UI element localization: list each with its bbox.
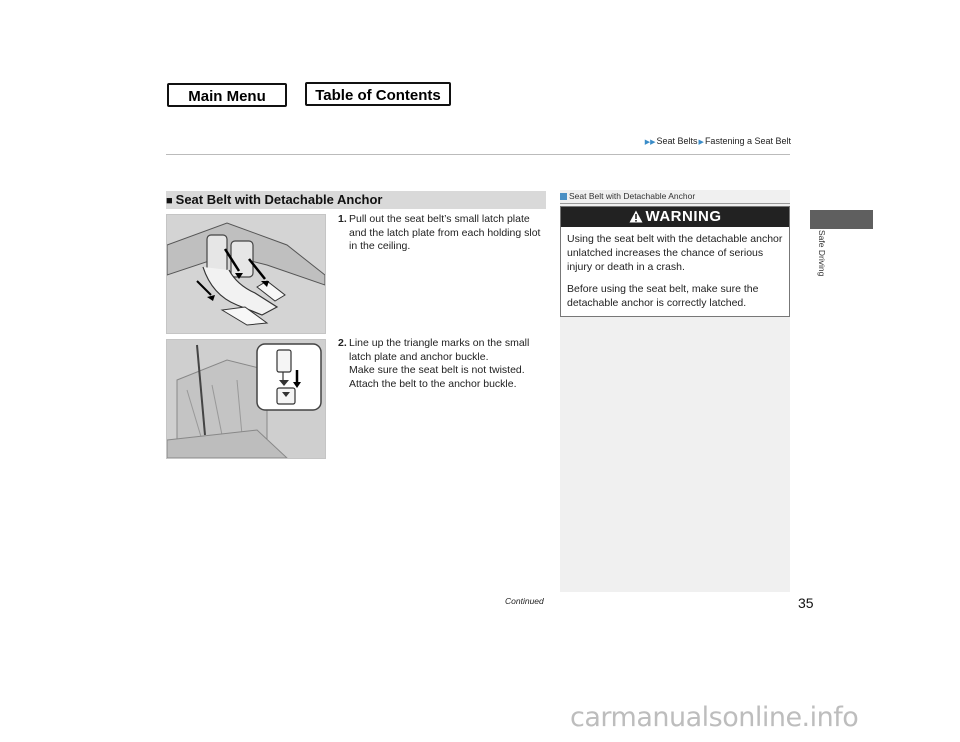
notes-sidebar bbox=[560, 190, 790, 592]
table-of-contents-button[interactable]: Table of Contents bbox=[305, 82, 451, 106]
main-menu-button[interactable]: Main Menu bbox=[167, 83, 287, 107]
breadcrumb bbox=[644, 136, 791, 146]
illustration-anchor-buckle bbox=[166, 339, 326, 459]
chapter-label-text: Safe Driving bbox=[817, 230, 827, 277]
step-line: Attach the belt to the anchor buckle. bbox=[349, 377, 517, 390]
illustration-ceiling-latch bbox=[166, 214, 326, 334]
sidebar-heading-text: Seat Belt with Detachable Anchor bbox=[569, 191, 696, 201]
sidebar-divider bbox=[560, 203, 790, 204]
step-line: Make sure the seat belt is not twisted. bbox=[349, 364, 525, 376]
chapter-tab[interactable] bbox=[810, 210, 873, 229]
warning-box bbox=[560, 206, 790, 317]
step-line: Line up the triangle marks on the small latch plate and anchor buckle. bbox=[349, 337, 530, 363]
square-bullet-icon: ■ bbox=[166, 195, 173, 207]
note-marker-icon bbox=[560, 193, 567, 200]
sidebar-heading bbox=[560, 190, 790, 202]
header-divider bbox=[166, 154, 790, 155]
page-number: 35 bbox=[798, 595, 814, 611]
step-number: 1. bbox=[338, 213, 347, 225]
step-1 bbox=[338, 213, 548, 254]
warning-paragraph: Using the seat belt with the detachable anchor unlatched increases the chance of serious injury or death in a crash. bbox=[567, 233, 783, 273]
ceiling-latch-drawing bbox=[167, 215, 325, 333]
step-text: Pull out the seat belt’s small latch plate and the latch plate from each holding slot in the ceiling. bbox=[349, 213, 541, 252]
breadcrumb-arrow-icon: ▶ bbox=[698, 139, 704, 146]
warning-paragraph: Before using the seat belt, make sure the detachable anchor is correctly latched. bbox=[567, 283, 759, 309]
section-heading bbox=[166, 191, 546, 209]
section-title: Seat Belt with Detachable Anchor bbox=[175, 192, 383, 207]
step-number: 2. bbox=[338, 337, 347, 349]
warning-body bbox=[561, 227, 789, 310]
warning-icon bbox=[629, 210, 643, 223]
continued-note: Continued bbox=[505, 596, 544, 606]
anchor-buckle-drawing bbox=[167, 340, 325, 458]
step-2 bbox=[338, 337, 548, 391]
watermark: carmanualsonline.info bbox=[570, 702, 859, 733]
breadcrumb-item-seat-belts[interactable]: Seat Belts bbox=[656, 136, 698, 146]
step-text bbox=[349, 337, 548, 391]
warning-title: WARNING bbox=[645, 208, 722, 225]
breadcrumb-item-fastening[interactable]: Fastening a Seat Belt bbox=[704, 136, 791, 146]
breadcrumb-arrow-icon: ▶▶ bbox=[644, 139, 656, 146]
chapter-label bbox=[817, 230, 827, 310]
warning-title-bar bbox=[561, 207, 789, 227]
